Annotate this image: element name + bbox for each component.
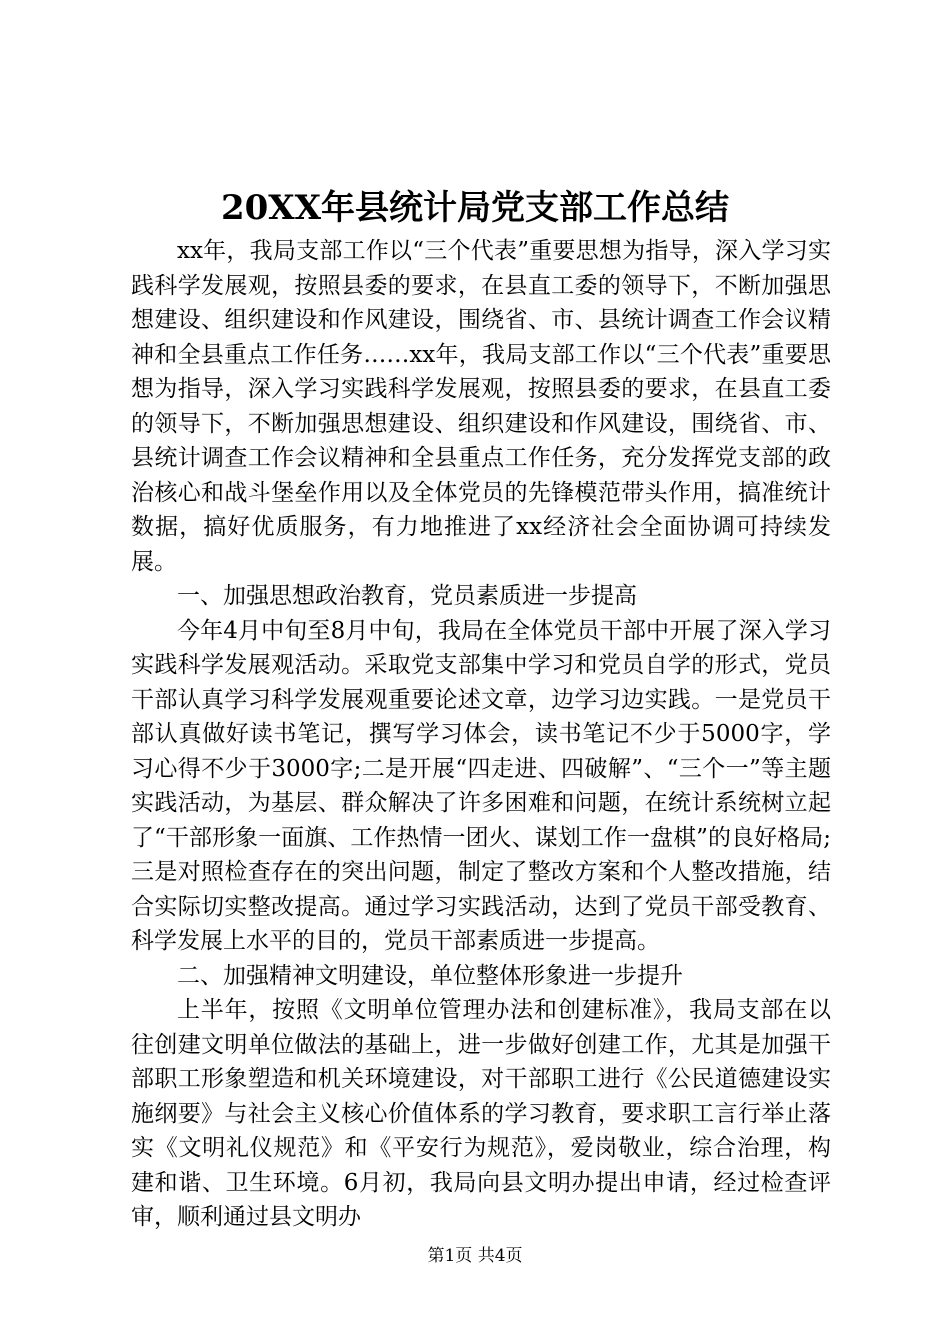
document-title: 20XX年县统计局党支部工作总结	[220, 188, 730, 228]
section-2-heading: 二、加强精神文明建设，单位整体形象进一步提升	[177, 962, 683, 989]
section-1-paragraph: 今年4月中旬至8月中旬，我局在全体党员干部中开展了深入学习实践科学发展观活动。采取党支部集中学习和党员自学的形式，党员干部认真学习科学发展观重要论述文章，边学习边实践。一是党员干部认真做好读书笔记，撰写学习体会，读书笔记不少于5000字，学习心得不少于3000字;二是开展“四走进、四破解”、“三个一”等主题实践活动，为基层、群众解决了许多困难和问题，在统计系统树立起了“干部形象一面旗、工作热情一团火、谋划工作一盘棋”的良好格局;三是对照检查存在的突出问题，制定了整改方案和个人整改措施，结合实际切实整改提高。通过学习实践活动，达到了党员干部受教育、科学发展上水平的目的，党员干部素质进一步提高。	[131, 617, 831, 954]
section-1-heading: 一、加强思想政治教育，党员素质进一步提高	[177, 583, 637, 609]
page-number-footer: 第1页 共4页	[427, 1246, 523, 1266]
document-body	[131, 234, 831, 1235]
intro-paragraph: xx年，我局支部工作以“三个代表”重要思想为指导，深入学习实践科学发展观，按照县委的要求，在县直工委的领导下，不断加强思想建设、组织建设和作风建设，围绕省、市、县统计调查工作会议精神和全县重点工作任务……xx年，我局支部工作以“三个代表”重要思想为指导，深入学习实践科学发展观，按照县委的要求，在县直工委的领导下，不断加强思想建设、组织建设和作风建设，围绕省、市、县统计调查工作会议精神和全县重点工作任务，充分发挥党支部的政治核心和战斗堡垒作用以及全体党员的先锋模范带头作用，搞准统计数据，搞好优质服务，有力地推进了xx经济社会全面协调可持续发展。	[131, 238, 831, 575]
section-2-paragraph: 上半年，按照《文明单位管理办法和创建标准》，我局支部在以往创建文明单位做法的基础上，进一步做好创建工作，尤其是加强干部职工形象塑造和机关环境建设，对干部职工进行《公民道德建设实施纲要》与社会主义核心价值体系的学习教育，要求职工言行举止落实《文明礼仪规范》和《平安行为规范》，爱岗敬业，综合治理，构建和谐、卫生环境。6月初，我局向县文明办提出申请，经过检查评审，顺利通过县文明办	[131, 997, 831, 1230]
